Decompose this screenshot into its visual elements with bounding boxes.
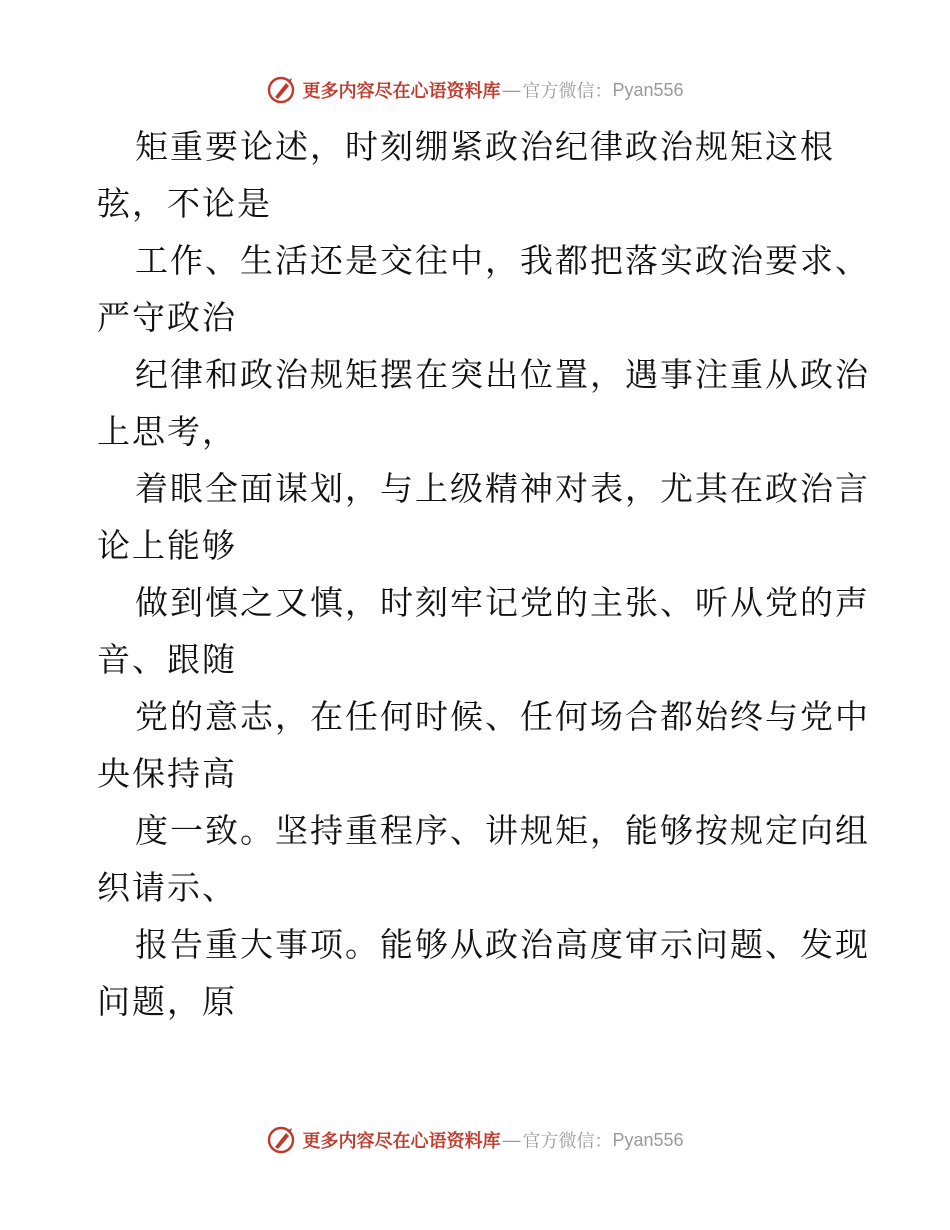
- body-line: 报告重大事项。能够从政治高度审示问题、发现: [135, 925, 870, 964]
- footer-site-name: 更多内容尽在心语资料库: [302, 1131, 501, 1152]
- footer-wechat-label: 官方微信：: [522, 1131, 613, 1152]
- quill-logo-icon: [266, 75, 296, 105]
- body-line: 论上能够: [97, 526, 237, 565]
- body-line: 上思考，: [97, 412, 237, 451]
- body-line: 织请示、: [97, 868, 237, 907]
- footer-banner: [0, 1120, 950, 1160]
- header-separator: —: [502, 79, 521, 100]
- body-line: 问题，原: [97, 982, 237, 1021]
- header-wechat-label: 官方微信：: [522, 81, 613, 102]
- body-line: 央保持高: [97, 754, 237, 793]
- quill-logo-icon: [266, 1125, 296, 1155]
- footer-wechat-id: Pyan556: [612, 1129, 684, 1150]
- footer-separator: —: [502, 1129, 521, 1150]
- body-line: 纪律和政治规矩摆在突出位置，遇事注重从政治: [135, 355, 870, 394]
- header-banner: [0, 70, 950, 110]
- header-wechat-id: Pyan556: [612, 79, 684, 100]
- body-line: 音、跟随: [97, 640, 237, 679]
- body-line: 严守政治: [97, 298, 237, 337]
- body-line: 做到慎之又慎，时刻牢记党的主张、听从党的声: [135, 583, 870, 622]
- header-site-name: 更多内容尽在心语资料库: [302, 81, 501, 102]
- body-line: 着眼全面谋划，与上级精神对表，尤其在政治言: [135, 469, 870, 508]
- body-line: 弦，不论是: [97, 184, 272, 223]
- body-line: 矩重要论述，时刻绷紧政治纪律政治规矩这根: [135, 127, 835, 166]
- document-body: [97, 118, 870, 1030]
- body-line: 工作、生活还是交往中，我都把落实政治要求、: [135, 241, 870, 280]
- body-line: 党的意志，在任何时候、任何场合都始终与党中: [135, 697, 870, 736]
- body-line: 度一致。坚持重程序、讲规矩，能够按规定向组: [135, 811, 870, 850]
